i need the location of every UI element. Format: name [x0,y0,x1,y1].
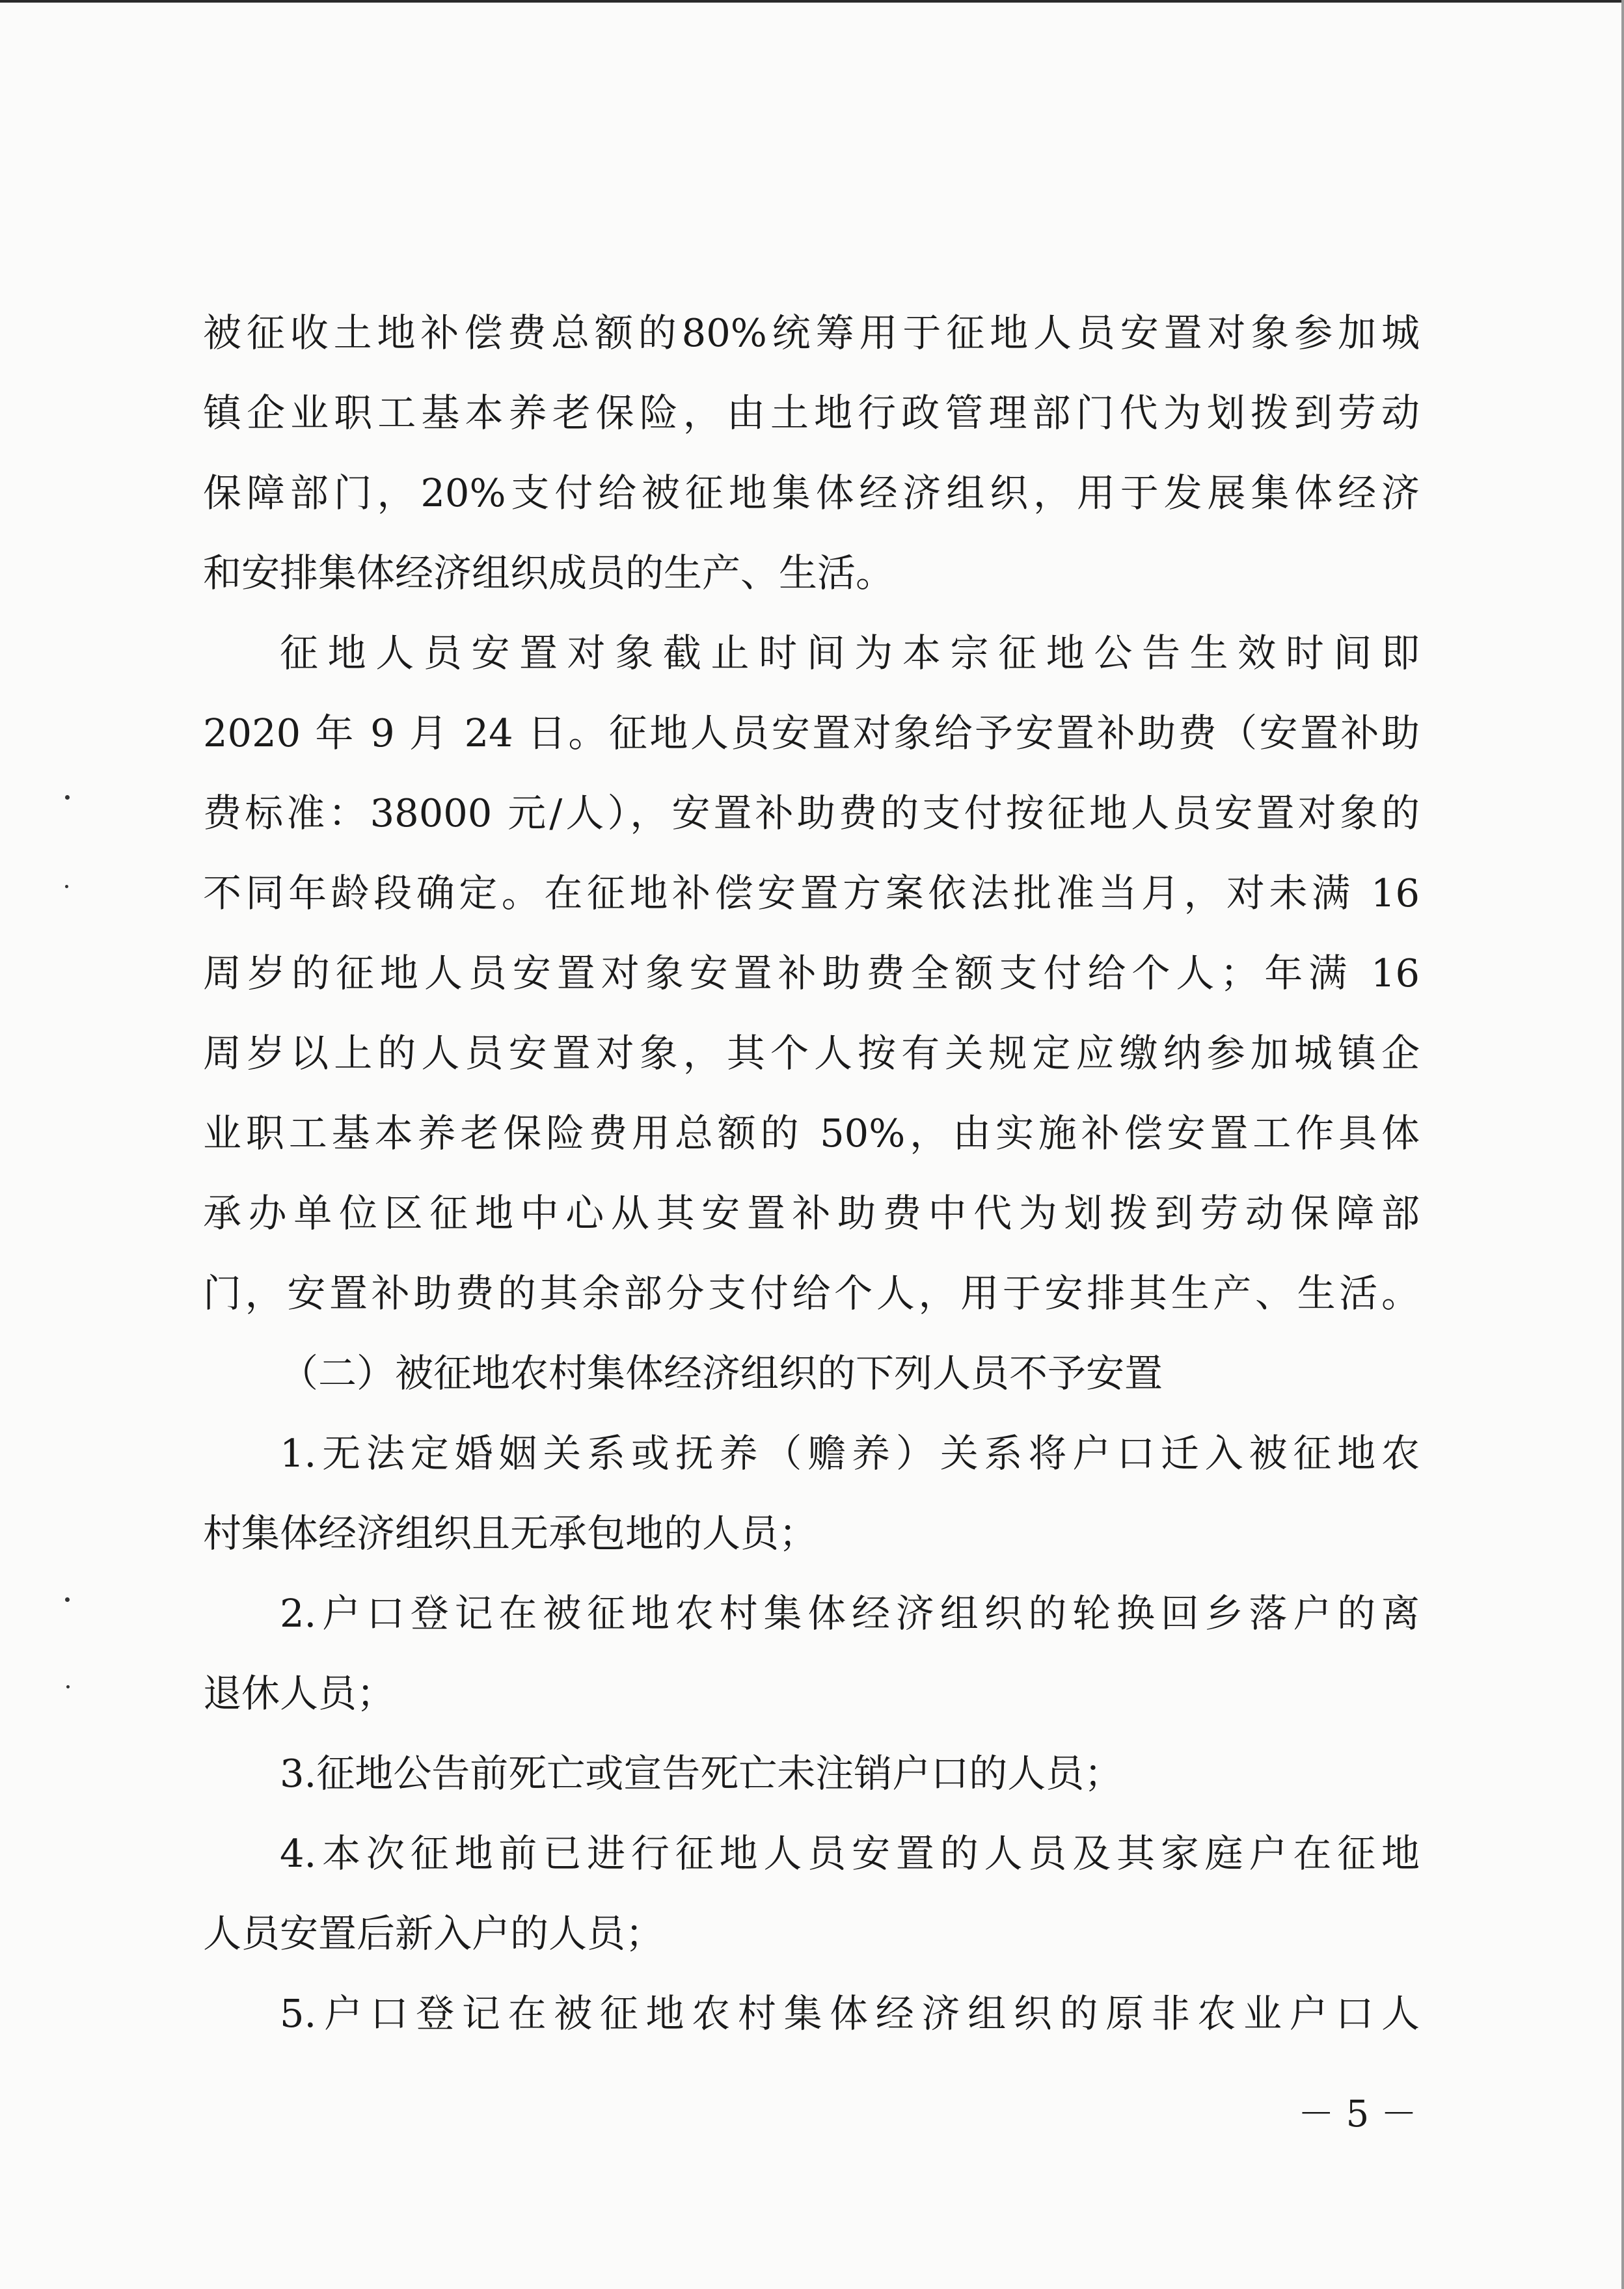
scan-speck [65,885,68,888]
text-line: 镇企业职工基本养老保险，由土地行政管理部门代为划拨到劳动 [203,390,1420,435]
scan-speck [65,1597,70,1602]
text-line: 3.征地公告前死亡或宣告死亡未注销户口的人员； [280,1751,1123,1796]
text-line: 门，安置补助费的其余部分支付给个人，用于安排其生产、生活。 [203,1271,1420,1316]
text-line: 4.本次征地前已进行征地人员安置的人员及其家庭户在征地 [280,1831,1420,1876]
text-line: 被征收土地补偿费总额的80%统筹用于征地人员安置对象参加城 [203,310,1420,355]
text-line: 不同年龄段确定。在征地补偿安置方案依法批准当月，对未满 16 [203,871,1420,915]
text-line: 1.无法定婚姻关系或抚养（赡养）关系将户口迁入被征地农 [280,1431,1420,1476]
section-heading: （二）被征地农村集体经济组织的下列人员不予安置 [280,1351,1163,1396]
body-text [203,293,1420,2053]
text-line: 业职工基本养老保险费用总额的 50%，由实施补偿安置工作具体 [203,1111,1420,1156]
text-line: 保障部门，20%支付给被征地集体经济组织，用于发展集体经济 [203,470,1420,515]
text-line: 承办单位区征地中心从其安置补助费中代为划拨到劳动保障部 [203,1191,1420,1236]
scan-speck [65,795,70,800]
scan-right-edge [1621,0,1624,2289]
text-line: 人员安置后新入户的人员； [203,1911,664,1956]
text-line: 退休人员； [203,1671,396,1716]
page-number: － 5 － [1297,2093,1417,2135]
scan-top-edge [0,0,1624,3]
text-line: 周岁的征地人员安置对象安置补助费全额支付给个人；年满 16 [203,951,1420,996]
text-line: 5.户口登记在被征地农村集体经济组织的原非农业户口人 [280,1991,1420,2036]
text-line: 周岁以上的人员安置对象，其个人按有关规定应缴纳参加城镇企 [203,1031,1420,1076]
text-line: 和安排集体经济组织成员的生产、生活。 [203,550,895,595]
text-line: 村集体经济组织且无承包地的人员； [203,1511,818,1556]
scan-speck [66,1685,70,1688]
text-line: 征地人员安置对象截止时间为本宗征地公告生效时间即 [280,630,1420,675]
text-line: 2020 年 9 月 24 日。征地人员安置对象给予安置补助费（安置补助 [203,711,1420,755]
text-line: 费标准：38000 元/人），安置补助费的支付按征地人员安置对象的 [203,791,1420,835]
text-line: 2.户口登记在被征地农村集体经济组织的轮换回乡落户的离 [280,1591,1420,1636]
